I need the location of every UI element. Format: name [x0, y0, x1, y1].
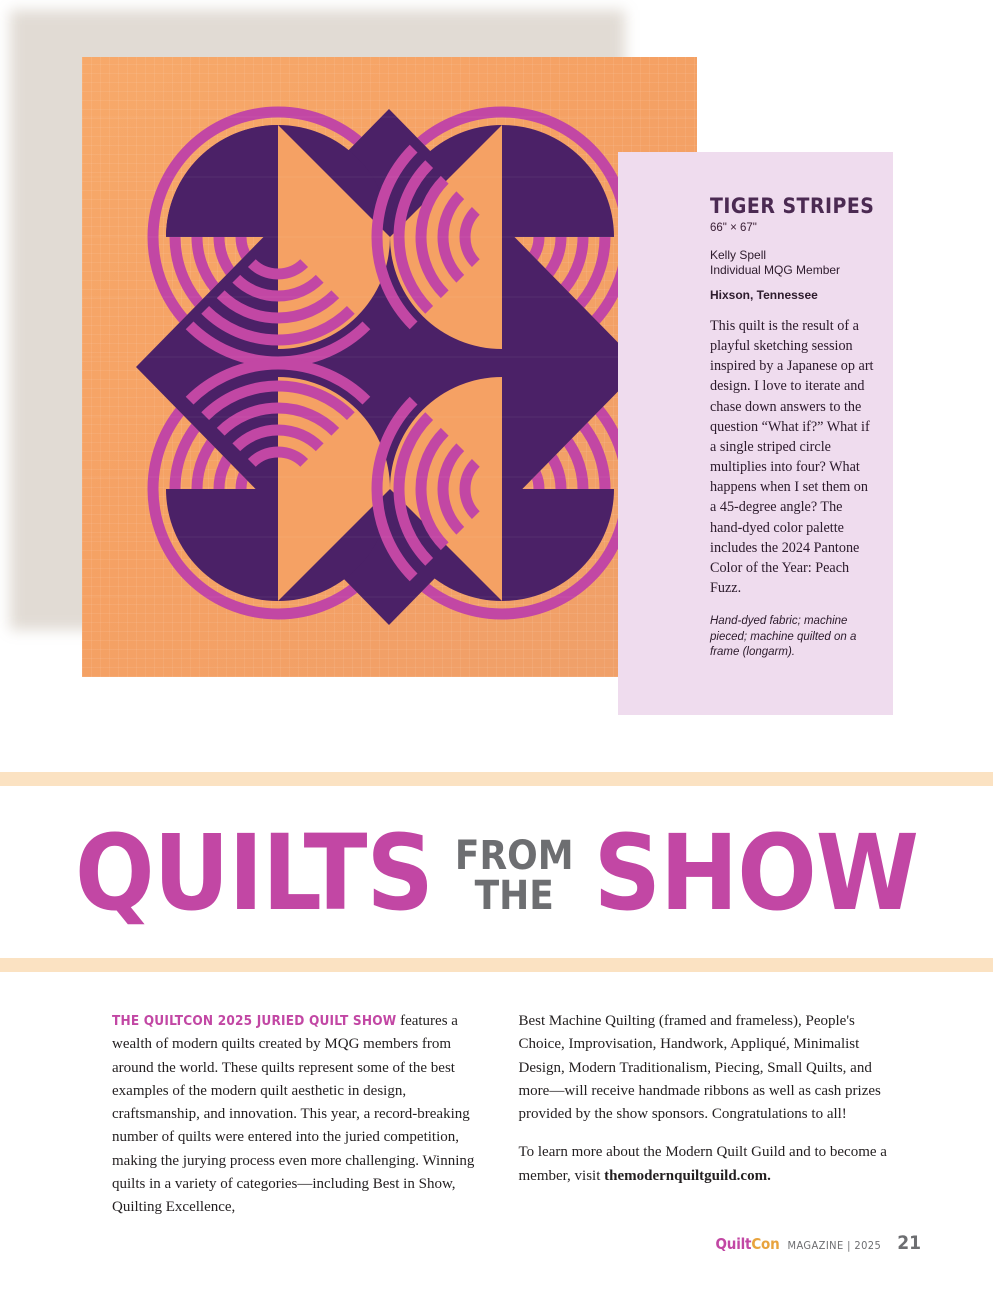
headline-word-the: THE: [474, 873, 554, 919]
headline-word-from: FROM: [454, 833, 574, 879]
banner-headline: [0, 794, 993, 954]
headline-word-quilts: QUILTS: [74, 812, 433, 935]
quilt-fabric-background: [82, 57, 697, 677]
article-paragraph-3-text: To learn more about the Modern Quilt Guild and to become a member, visit: [518, 1144, 887, 1184]
headline-word-show: SHOW: [593, 812, 919, 935]
article-column-left: [112, 1010, 482, 1234]
quilt-caption-panel: [618, 152, 893, 715]
quilt-title: TIGER STRIPES: [710, 194, 875, 218]
page-number: 21: [897, 1232, 921, 1254]
article-lead-in: THE QUILTCON 2025 JURIED QUILT SHOW: [112, 1013, 397, 1029]
banner-bottom-stripe: [0, 958, 993, 972]
quiltcon-logo: [716, 1235, 780, 1253]
headline-stack: [454, 832, 574, 919]
quilt-maker-location: Hixson, Tennessee: [710, 288, 818, 302]
article-paragraph-2: Best Machine Quilting (framed and frameless), People's Choice, Improvisation, Handwork, Appliqué, Minimalist Design, Modern Traditionalism, Piecing, Small Quilts, and more—will receive handmade ribbons as well as cash prizes provided by the show sponsors. Congratulations to all!: [518, 1013, 881, 1122]
footer-magazine-meta: MAGAZINE | 2025: [787, 1239, 882, 1252]
article-columns: [112, 1010, 888, 1234]
logo-part-con: Con: [751, 1235, 780, 1253]
banner-top-stripe: [0, 772, 993, 786]
quilt-pattern-svg: [82, 57, 697, 677]
logo-part-quilt: Quilt: [715, 1235, 752, 1253]
quilt-artist-statement: This quilt is the result of a playful sketching session inspired by a Japanese op art design. I love to iterate and chase down answers to the question “What if?” What if a single striped circle multiplies into four? What happens when I set them on a 45-degree angle? The hand-dyed color palette includes the 2024 Pantone Color of the Year: Peach Fuzz.: [710, 318, 874, 597]
quilt-maker-block: [710, 248, 875, 278]
article-paragraph-1-text: features a wealth of modern quilts created by MQG members from around the world. These quilts represent some of the best examples of the modern quilt aesthetic in design, craftsmanship, and innovation. This year, a record-breaking number of quilts were entered into the juried competition, making the jurying process even more challenging. Winning quilts in a variety of categories—including Best in Show, Quilting Excellence,: [112, 1013, 475, 1215]
page-footer: [716, 1232, 921, 1254]
mqg-website-link[interactable]: themodernquiltguild.com.: [604, 1167, 771, 1184]
article-paragraph-1: [112, 1010, 482, 1219]
quilt-maker-affiliation: Individual MQG Member: [710, 263, 841, 277]
article-paragraph-3: [519, 1141, 889, 1188]
quilt-maker-name: Kelly Spell: [710, 248, 767, 262]
quilt-image: [82, 57, 697, 677]
section-banner: [0, 772, 993, 972]
quilt-dimensions: 66" × 67": [710, 222, 757, 234]
quilt-technique-note: Hand-dyed fabric; machine pieced; machine quilted on a frame (longarm).: [710, 615, 857, 659]
article-column-right: [519, 1010, 889, 1234]
